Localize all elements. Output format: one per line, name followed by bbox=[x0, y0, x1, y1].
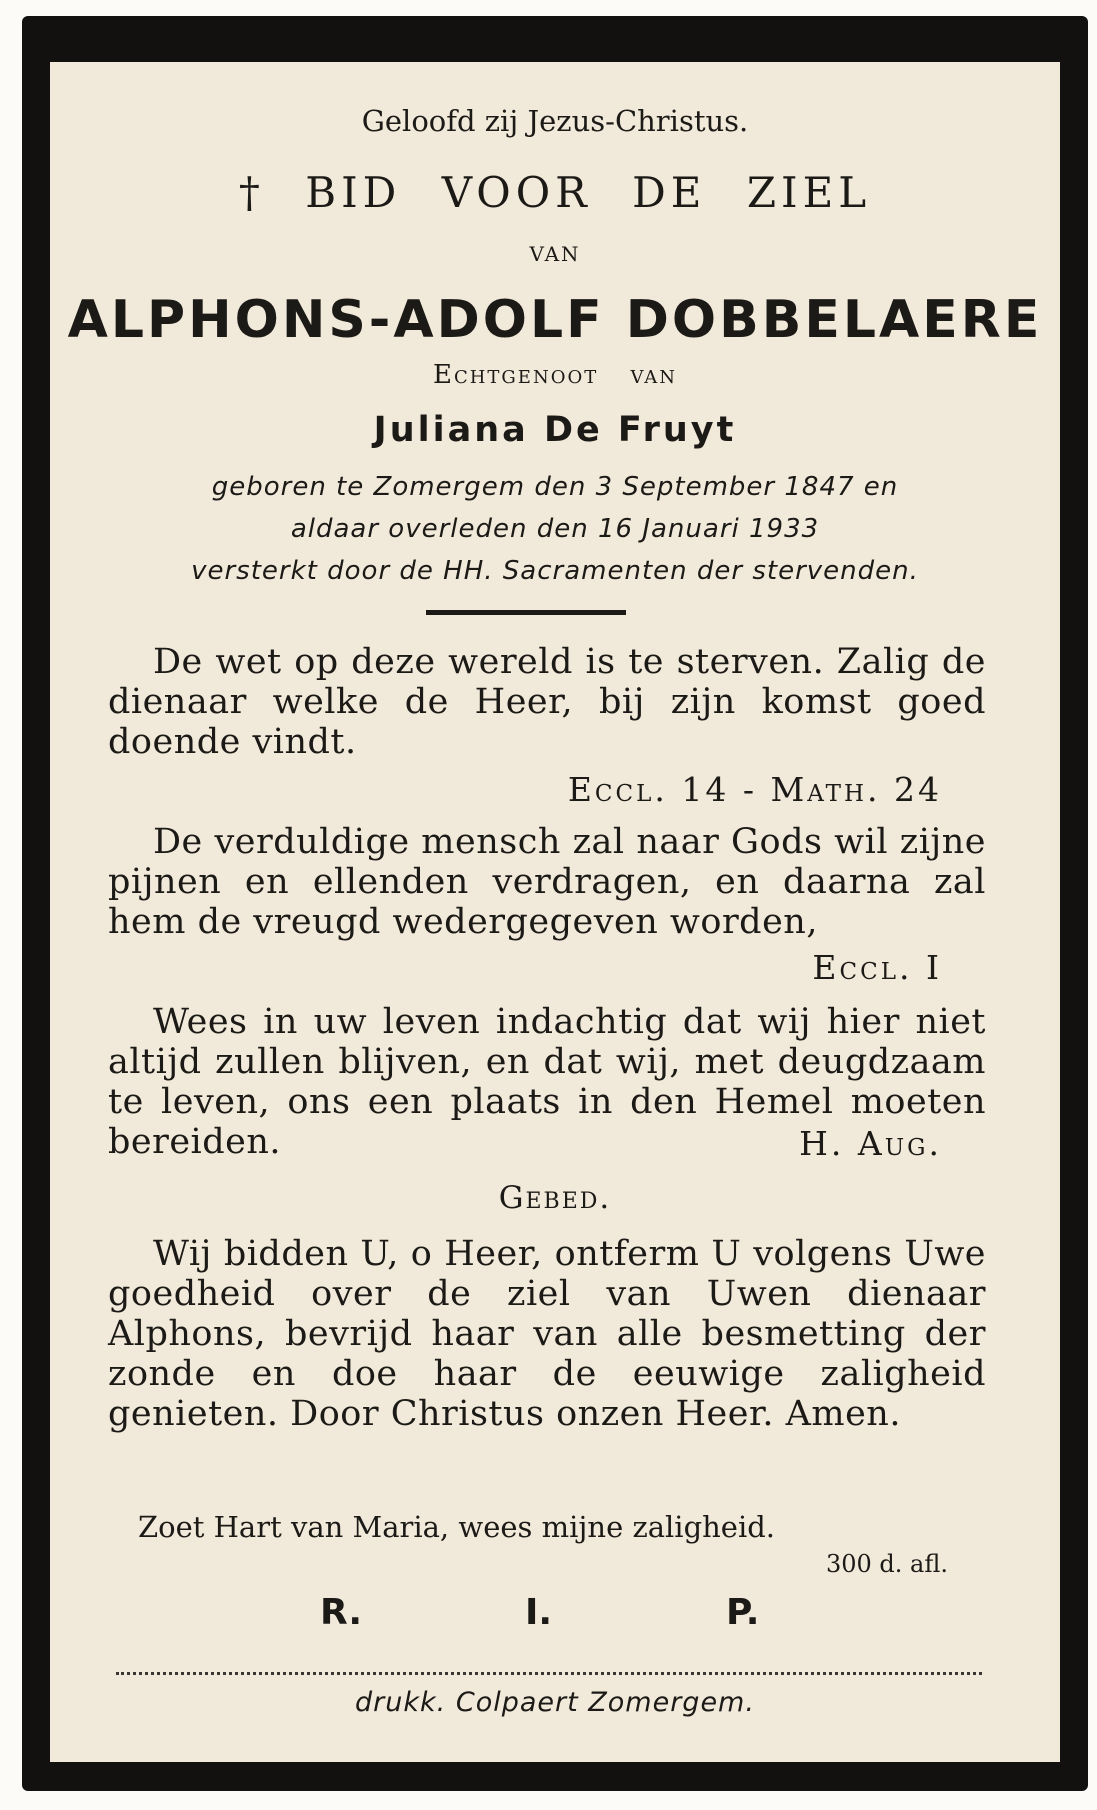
divider-rule bbox=[426, 610, 626, 615]
bio-line: geboren te Zomergem den 3 September 1847 en bbox=[211, 472, 899, 502]
spouse-name: Juliana De Fruyt bbox=[373, 410, 737, 450]
spouse-label: Echtgenoot van bbox=[432, 360, 678, 390]
invocation-text: Zoet Hart van Maria, wees mijne zaligheid. bbox=[138, 1510, 776, 1544]
dotted-rule bbox=[116, 1672, 982, 1675]
rip-letter: R. bbox=[320, 1592, 363, 1633]
title-line bbox=[50, 168, 1060, 217]
prayer-title: Gebed. bbox=[498, 1180, 612, 1216]
verse-citation: Eccl. 14 - Math. 24 bbox=[567, 770, 942, 809]
printer-credit: drukk. Colpaert Zomergem. bbox=[355, 1687, 755, 1718]
rip-letter: P. bbox=[726, 1592, 760, 1633]
prayer-text: Wij bidden U, o Heer, ontferm U volgens Uwe goedheid over de ziel van Uwen dienaar Alphons, bevrijd haar van alle besmetting der zonde en doe haar de eeuwige zaligheid genieten. Door Christus onzen Heer. Amen. bbox=[108, 1234, 986, 1434]
verse-text: De verduldige mensch zal naar Gods wil zijne pijnen en ellenden verdragen, en daarna zal hem de vreugd wedergegeven worden, bbox=[108, 822, 986, 942]
indulgence-text: 300 d. afl. bbox=[825, 1550, 948, 1578]
bio-line: aldaar overleden den 16 Januari 1933 bbox=[290, 514, 820, 544]
rip-letter: I. bbox=[525, 1592, 553, 1633]
bio-line: versterkt door de HH. Sacramenten der stervenden. bbox=[191, 556, 919, 586]
verse-text: Wees in uw leven indachtig dat wij hier niet altijd zullen blijven, en dat wij, met deugdzaam te leven, ons een plaats in den Hemel moeten bereiden. bbox=[108, 1002, 986, 1162]
rip-line bbox=[50, 1592, 1060, 1642]
title-text: BID VOOR DE ZIEL bbox=[305, 168, 872, 217]
header-text: Geloofd zij Jezus-Christus. bbox=[361, 104, 749, 138]
deceased-name: ALPHONS-ADOLF DOBBELAERE bbox=[67, 290, 1043, 350]
verse-citation: Eccl. I bbox=[812, 948, 942, 987]
verse-text: De wet op deze wereld is te sterven. Zalig de dienaar welke de Heer, bij zijn komst goed doende vindt. bbox=[108, 642, 986, 762]
verse-citation: H. Aug. bbox=[799, 1124, 942, 1163]
cross-icon: † bbox=[238, 168, 265, 217]
van-text: VAN bbox=[529, 242, 581, 266]
prayer-card bbox=[50, 62, 1060, 1762]
